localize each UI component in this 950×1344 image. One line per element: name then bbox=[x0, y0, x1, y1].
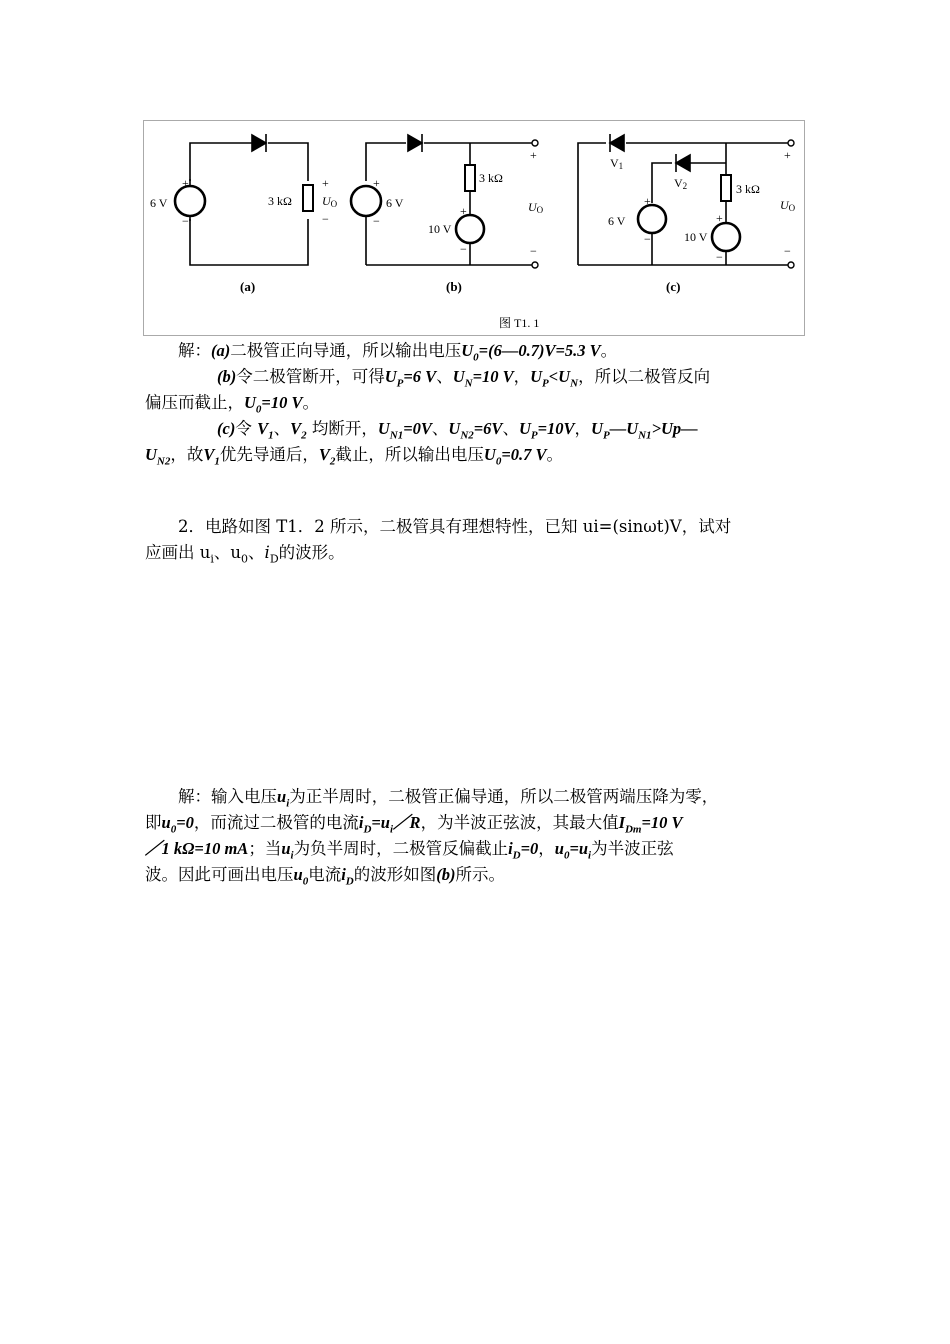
question-2 bbox=[145, 514, 815, 566]
label-6v-a: 6 V bbox=[150, 196, 168, 210]
minus-sign: − bbox=[716, 250, 723, 264]
sol2-line-2: 即$u_0=0$，而流过二极管的电流$i_D=u_i/R$，为半波正弦波，其最大值$I_{Dm}=10$ V bbox=[145, 813, 683, 836]
svg-text:V1 bbox=[610, 156, 623, 171]
label-3k-a: 3 kΩ bbox=[268, 194, 292, 208]
sol2-line-1: 解：输入电压$u_i$为正半周时，二极管正偏导通，所以二极管两端压降为零， bbox=[178, 787, 719, 810]
circuit-figure bbox=[143, 120, 805, 336]
plus-sign: + bbox=[644, 194, 651, 208]
minus-sign: − bbox=[784, 244, 791, 258]
minus-sign: − bbox=[530, 244, 537, 258]
label-6v-b: 6 V bbox=[386, 196, 404, 210]
label-uo-b: U bbox=[528, 200, 537, 214]
minus-sign: − bbox=[460, 242, 467, 256]
label-v2: V bbox=[674, 176, 683, 190]
label-uo-sub-a: O bbox=[330, 199, 338, 209]
sublabel-a: (a) bbox=[240, 279, 256, 294]
sol1-line-1: 解：(a)二极管正向导通，所以输出电压$U_0=(6—0.7)V=5.3$ V。 bbox=[178, 341, 618, 364]
sol1-line-3: 偏压而截止，$U_0=10$ V。 bbox=[145, 393, 319, 416]
label-uo-a: U bbox=[322, 194, 331, 208]
minus-sign: − bbox=[182, 214, 189, 228]
label-uo-sub-b: O bbox=[536, 205, 544, 215]
svg-text:UO bbox=[322, 194, 338, 209]
q2-line-1: 2．电路如图 T1．2 所示，二极管具有理想特性，已知 ui=(sinωt)V，试对 bbox=[178, 517, 732, 536]
label-3k-b: 3 kΩ bbox=[479, 171, 503, 185]
minus-sign: − bbox=[644, 232, 651, 246]
label-10v-b: 10 V bbox=[428, 222, 452, 236]
label-v1: V bbox=[610, 156, 619, 170]
svg-text:UO bbox=[528, 200, 544, 215]
minus-sign: − bbox=[373, 214, 380, 228]
sol1-line-2: (b)令二极管断开，可得$U_P=6$ V、$U_N=10$ V，$U_P<U_N$，所以二极管反向 bbox=[217, 367, 711, 390]
figure-caption: 图 T1. 1 bbox=[499, 316, 540, 330]
label-v1-sub: 1 bbox=[618, 161, 624, 171]
sol2-line-3: ／1 kΩ=10 mA；当$u_i$为负半周时，二极管反偏截止$i_D=0$，$u_0=u_i$为半波正弦 bbox=[145, 839, 674, 862]
plus-sign: + bbox=[460, 204, 467, 218]
sublabel-c: (c) bbox=[666, 279, 681, 294]
svg-text:UO bbox=[780, 198, 796, 213]
label-uo-c: U bbox=[780, 198, 789, 212]
solution-2 bbox=[145, 784, 815, 888]
solution-1 bbox=[145, 338, 815, 468]
plus-sign: + bbox=[182, 176, 189, 190]
label-10v-c: 10 V bbox=[684, 230, 708, 244]
label-3k-c: 3 kΩ bbox=[736, 182, 760, 196]
sol1-line-4: (c)令 $V_1$、$V_2$ 均断开，$U_{N1}=0V$、$U_{N2}=6V$、$U_P=10V$，$U_P—U_{N1}>Up—$ bbox=[217, 419, 698, 442]
svg-text:V2 bbox=[674, 176, 687, 191]
label-uo-sub-c: O bbox=[788, 203, 796, 213]
circuit-diagram bbox=[144, 121, 804, 335]
plus-sign: + bbox=[322, 176, 329, 190]
plus-sign: + bbox=[373, 176, 380, 190]
minus-sign: − bbox=[322, 212, 329, 226]
plus-sign: + bbox=[716, 211, 723, 225]
label-6v-c: 6 V bbox=[608, 214, 626, 228]
plus-sign: + bbox=[530, 148, 537, 162]
plus-sign: + bbox=[784, 148, 791, 162]
q2-line-2: 应画出 $u_i$、$u_0$、$i_D$的波形。 bbox=[145, 543, 345, 566]
sol1-line-5: $U_{N2}$，故$V_1$优先导通后，$V_2$截止，所以输出电压$U_0=0.7$ V。 bbox=[145, 445, 563, 468]
label-v2-sub: 2 bbox=[682, 181, 688, 191]
sublabel-b: (b) bbox=[446, 279, 462, 294]
sol2-line-4: 波。因此可画出电压$u_0$电流$i_D$的波形如图(b)所示。 bbox=[145, 865, 505, 888]
